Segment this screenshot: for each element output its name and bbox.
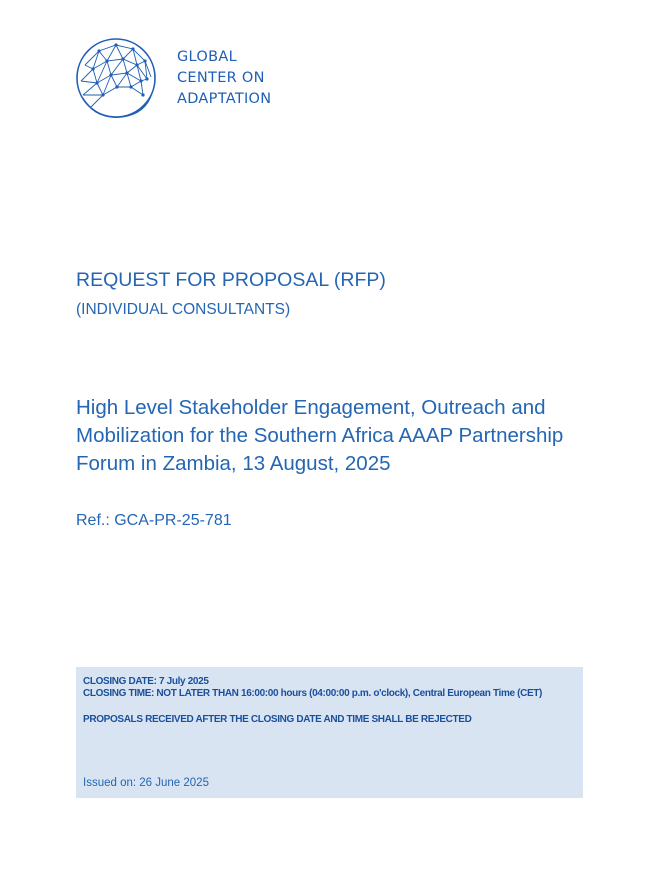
closing-time: CLOSING TIME: NOT LATER THAN 16:00:00 hours (04:00:00 p.m. o'clock), Central European Time (CET): [83, 688, 543, 699]
organization-name-line: ADAPTATION: [177, 91, 272, 107]
organization-name-line: GLOBAL: [177, 49, 237, 65]
globe-icon: [75, 37, 157, 119]
organization-name-line: CENTER ON: [177, 70, 265, 86]
closing-date: CLOSING DATE: 7 July 2025: [83, 676, 209, 687]
organization-name: [177, 47, 271, 110]
document-subtitle: (INDIVIDUAL CONSULTANTS): [76, 301, 291, 318]
project-title: High Level Stakeholder Engagement, Outreach and Mobilization for the Southern Africa AAAP Partnership Forum in Zambia, 13 August, 2025: [76, 396, 564, 475]
document-title: REQUEST FOR PROPOSAL (RFP): [76, 269, 386, 291]
rejection-notice: PROPOSALS RECEIVED AFTER THE CLOSING DATE AND TIME SHALL BE REJECTED: [83, 714, 472, 725]
reference-number: Ref.: GCA-PR-25-781: [76, 512, 232, 529]
closing-info-box: [76, 667, 583, 798]
issued-date: Issued on: 26 June 2025: [83, 777, 209, 789]
